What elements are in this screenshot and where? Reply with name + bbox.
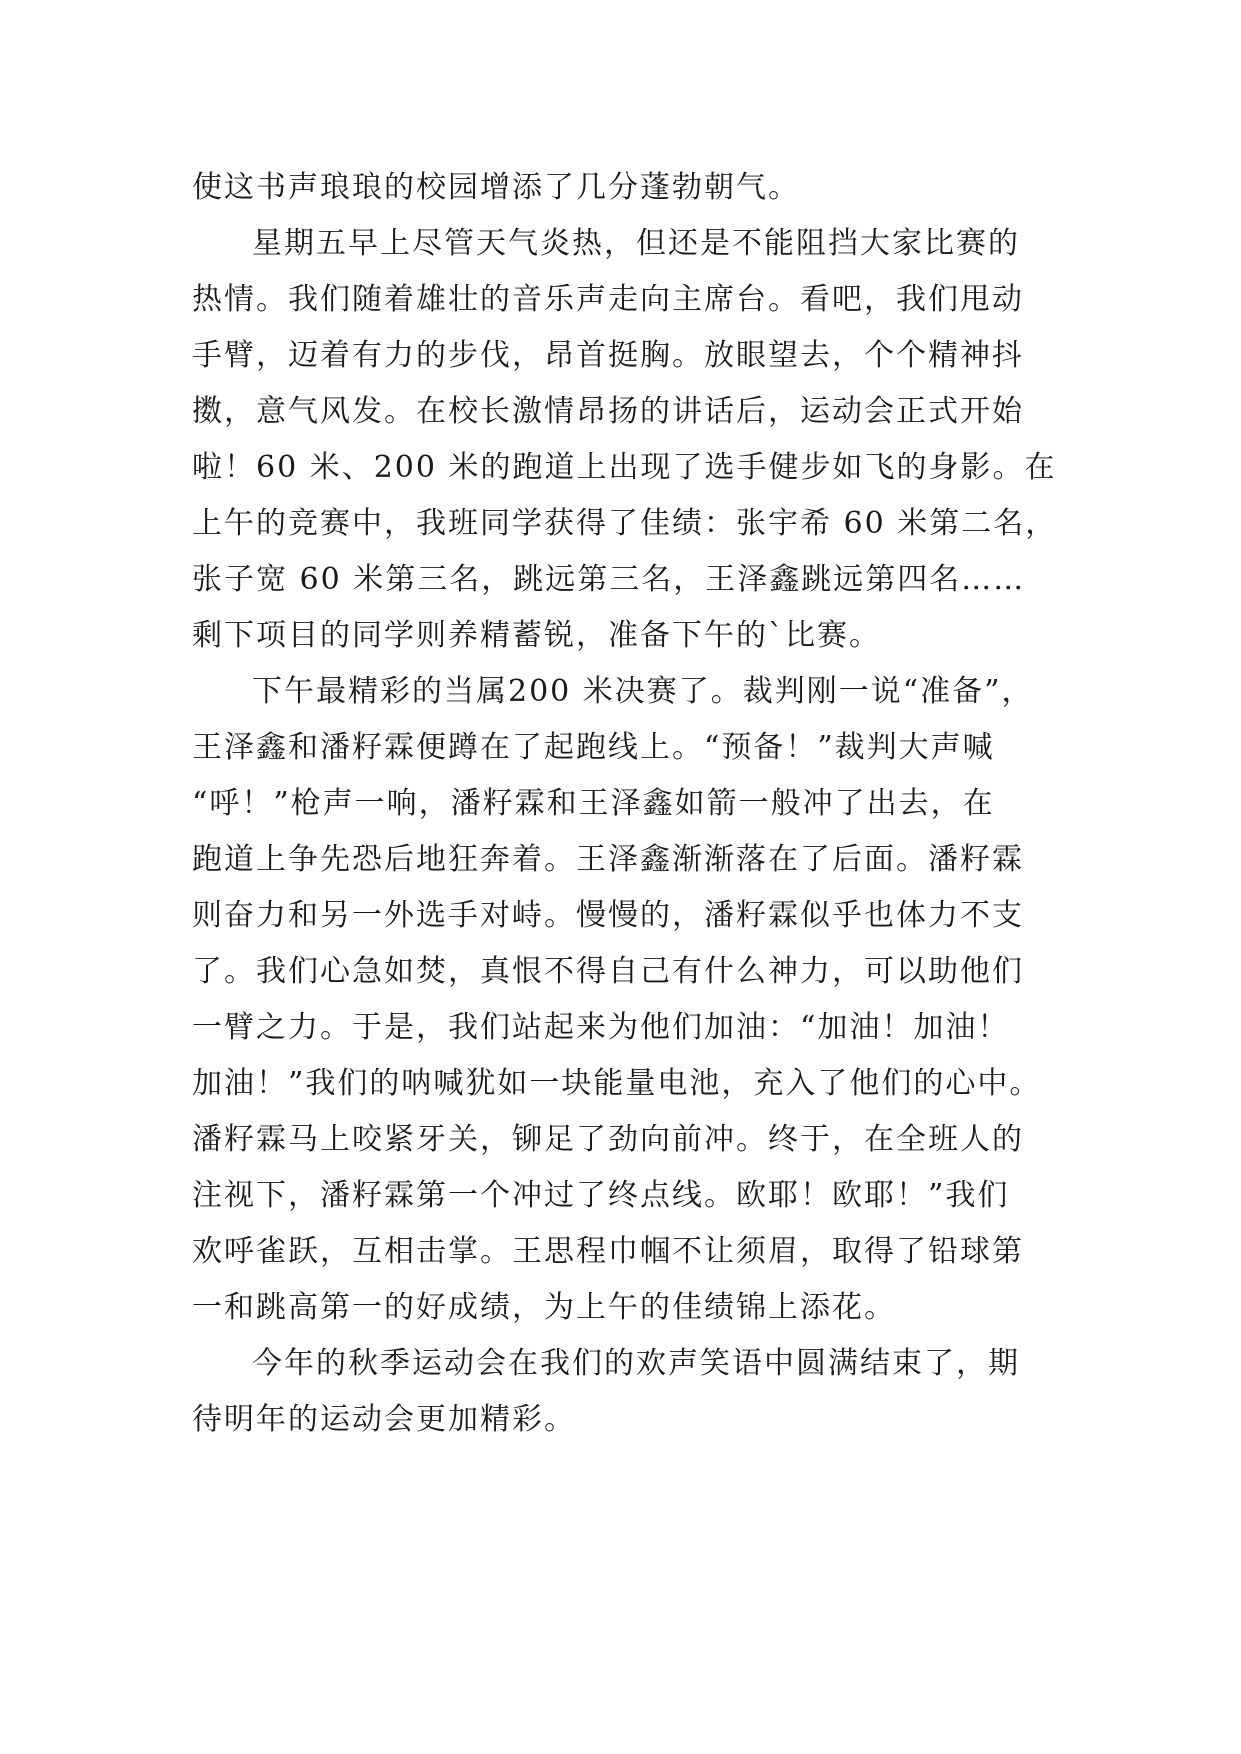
- text-line: 一臂之力。于是，我们站起来为他们加油：“加油！加油！: [192, 1010, 1010, 1045]
- text-line: 跑道上争先恐后地狂奔着。王泽鑫渐渐落在了后面。潘籽霖: [192, 842, 1024, 877]
- text-line: 手臂，迈着有力的步伐，昂首挺胸。放眼望去，个个精神抖: [192, 338, 1024, 373]
- text-line: 上午的竞赛中，我班同学获得了佳绩：张宇希 60 米第二名，: [192, 506, 1058, 541]
- text-line: 使这书声琅琅的校园增添了几分蓬勃朝气。: [192, 170, 800, 205]
- text-line: 擞，意气风发。在校长激情昂扬的讲话后，运动会正式开始: [192, 394, 1024, 429]
- text-line: 注视下，潘籽霖第一个冲过了终点线。欧耶！欧耶！”我们: [192, 1178, 1010, 1213]
- paragraph-first-line: 星期五早上尽管天气炎热，但还是不能阻挡大家比赛的: [252, 226, 1020, 261]
- text-line: 则奋力和另一外选手对峙。慢慢的，潘籽霖似乎也体力不支: [192, 898, 1024, 933]
- paragraph-first-line: 今年的秋季运动会在我们的欢声笑语中圆满结束了，期: [252, 1346, 1020, 1381]
- document-body: [192, 160, 1062, 1448]
- text-line: 待明年的运动会更加精彩。: [192, 1402, 576, 1437]
- text-line: “呼！”枪声一响，潘籽霖和王泽鑫如箭一般冲了出去，在: [192, 786, 995, 821]
- text-line: 热情。我们随着雄壮的音乐声走向主席台。看吧，我们甩动: [192, 282, 1024, 317]
- text-line: 剩下项目的同学则养精蓄锐，准备下午的`比赛。: [192, 618, 881, 653]
- text-line: 王泽鑫和潘籽霖便蹲在了起跑线上。“预备！”裁判大声喊: [192, 730, 995, 765]
- text-line: 了。我们心急如焚，真恨不得自己有什么神力，可以助他们: [192, 954, 1024, 989]
- text-line: 一和跳高第一的好成绩，为上午的佳绩锦上添花。: [192, 1290, 896, 1325]
- text-line: 张子宽 60 米第三名，跳远第三名，王泽鑫跳远第四名……: [192, 562, 1026, 597]
- text-line: 啦！60 米、200 米的跑道上出现了选手健步如飞的身影。在: [192, 450, 1057, 485]
- paragraph-first-line: 下午最精彩的当属200 米决赛了。裁判刚一说“准备”，: [252, 674, 1034, 709]
- text-line: 潘籽霖马上咬紧牙关，铆足了劲向前冲。终于，在全班人的: [192, 1122, 1024, 1157]
- text-line: 加油！”我们的呐喊犹如一块能量电池，充入了他们的心中。: [192, 1066, 1042, 1101]
- text-line: 欢呼雀跃，互相击掌。王思程巾帼不让须眉，取得了铅球第: [192, 1234, 1024, 1269]
